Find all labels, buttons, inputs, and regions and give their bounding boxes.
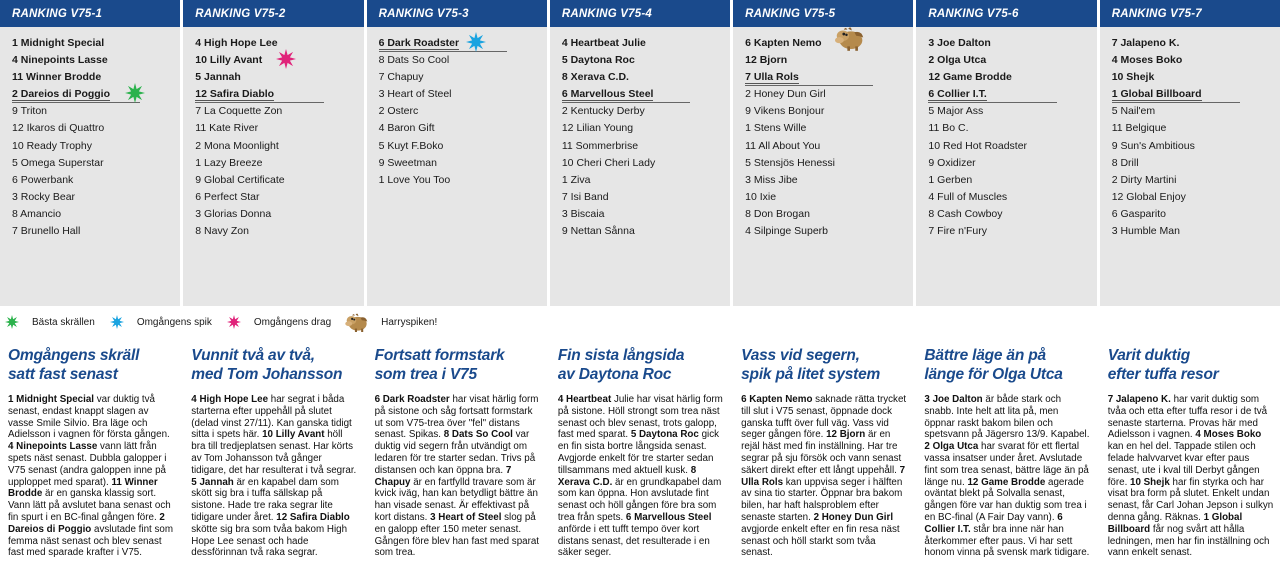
horse-name: 6 Perfect Star: [195, 190, 260, 203]
horse-entry: [1112, 138, 1280, 155]
article: [367, 346, 547, 586]
article-headline: [558, 346, 724, 388]
article: [1100, 346, 1280, 586]
horse-entry: [562, 86, 690, 103]
horse-name: 4 Baron Gift: [378, 122, 435, 135]
horse-entry: [379, 35, 507, 52]
headline-line: som trea i V75: [374, 366, 477, 383]
body-segment: är både stark och snabb. Inte helt att lita på, men öppnar raskt bakom bilen och spetsvann på Jägersro 13/9. Kapabel.: [924, 394, 1090, 441]
headline-line: Fortsatt formstark: [374, 347, 505, 364]
article: [0, 346, 180, 586]
horse-list: [183, 27, 363, 240]
horse-list: [1100, 27, 1280, 240]
article-body: [558, 394, 724, 559]
horse-name: 7 Jalapeno K.: [1111, 37, 1180, 49]
body-segment: höll bra till tredjeplatsen senast. Har körts av Tom Johansson två gånger tidigare, det har resulterat i två segrar.: [191, 429, 357, 476]
article-headline: [1108, 346, 1274, 388]
article: [183, 346, 363, 586]
ranking-column: [550, 0, 730, 306]
horse-name: 6 Marvellous Steel: [561, 88, 654, 101]
horse-name: 11 Sommerbrise: [561, 139, 639, 152]
horse-name: 3 Heart of Steel: [378, 88, 452, 101]
horse-entry: [12, 52, 180, 69]
horse-name: 9 Nettan Sånna: [561, 225, 635, 238]
legend: [0, 311, 1280, 333]
horse-entry: [1112, 120, 1280, 137]
ranking-column: [0, 0, 180, 306]
horse-list: [916, 27, 1096, 240]
horse-entry: [12, 206, 180, 223]
horse-mention: 6 Collier I.T.: [924, 511, 1063, 535]
body-segment: är en kapabel dam som skött sig bra i tuffa sällskap på sistone. Hade tre raka segrar lite tidigare under året.: [191, 476, 339, 523]
body-segment: har segrat i båda starterna efter uppehåll på slutet (delad vinst 27/11). Kan ganska tidigt sitta i spets här.: [191, 394, 352, 441]
horse-mention: 12 Game Brodde: [967, 476, 1046, 488]
body-segment: saknade rätta trycket till slut i V75 senast, öppnade dock ganska tufft över full väg. Vass vid seger gången före.: [741, 394, 907, 441]
horse-entry: [12, 86, 140, 103]
horse-mention: 4 Moses Boko: [1195, 429, 1262, 441]
body-segment: vann lätt från spets näst senast. Dubbla galopper i V75 senast (andra galoppen inne på upploppet med sparat).: [8, 441, 167, 488]
body-segment: var duktig två senast, endast knappt slagen av vasse Smile Silvio. Bra läge och Adielsson i vagnen för första gången.: [8, 394, 170, 441]
article-headline: [741, 346, 907, 388]
horse-name: 5 Jannah: [195, 71, 241, 84]
horse-name: 10 Red Hot Roadster: [928, 139, 1028, 152]
horse-entry: [12, 223, 180, 240]
horse-entry: [745, 172, 913, 189]
horse-entry: [562, 223, 730, 240]
horse-entry: [1112, 172, 1280, 189]
headline-line: satt fast senast: [8, 366, 118, 383]
headline-line: efter tuffa resor: [1107, 366, 1219, 383]
horse-entry: [928, 138, 1096, 155]
horse-name: 9 Oxidizer: [928, 156, 976, 169]
body-segment: agerade oväntat blekt på Solvalla senast, gången före var han duktig som trea i en BC-final (A Fair Day vann).: [924, 476, 1087, 523]
horse-entry: [1112, 155, 1280, 172]
headline-line: Vass vid segern,: [741, 347, 860, 364]
horse-name: 1 Stens Wille: [745, 122, 807, 135]
horse-name: 5 Stensjös Henessi: [745, 156, 836, 169]
horse-entry: [195, 138, 363, 155]
horse-name: 7 Fire n'Fury: [928, 225, 988, 238]
horse-mention: 8 Dats So Cool: [443, 429, 513, 441]
horse-entry: [562, 155, 730, 172]
horse-name: 12 Game Brodde: [928, 71, 1012, 84]
horse-mention: 6 Marvellous Steel: [625, 511, 712, 523]
horse-entry: [1112, 223, 1280, 240]
horse-entry: [195, 69, 363, 86]
horse-name: 12 Ikaros di Quattro: [12, 122, 105, 135]
horse-mention: 10 Shejk: [1130, 476, 1170, 488]
horse-entry: [12, 172, 180, 189]
headline-line: länge för Olga Utca: [924, 366, 1063, 383]
horse-name: 10 Ready Trophy: [12, 139, 92, 152]
horse-name: 4 High Hope Lee: [195, 37, 278, 49]
horse-name: 11 All About You: [745, 139, 821, 152]
ranking-column-title: RANKING V75-7: [1100, 0, 1280, 27]
headline-line: med Tom Johansson: [191, 366, 343, 383]
legend-label: Harryspiken!: [381, 316, 438, 328]
horse-entry: [379, 155, 547, 172]
horse-name: 8 Navy Zon: [195, 225, 249, 238]
horse-entry: [562, 172, 730, 189]
horse-name: 2 Mona Moonlight: [195, 139, 279, 152]
horse-name: 4 Full of Muscles: [928, 190, 1008, 203]
horse-entry: [1112, 69, 1280, 86]
horse-entry: [12, 189, 180, 206]
horse-entry: [195, 86, 323, 103]
horse-mention: 7 Chapuy: [374, 464, 512, 488]
legend-item: [226, 314, 331, 330]
article-body: [924, 394, 1090, 559]
horse-entry: [379, 120, 547, 137]
article-columns: [0, 346, 1280, 586]
horse-name: 1 Global Billboard: [1111, 88, 1202, 101]
horse-entry: [379, 138, 547, 155]
horse-entry: [195, 155, 363, 172]
horse-entry: [12, 35, 180, 52]
ranking-column-title: RANKING V75-2: [183, 0, 363, 27]
body-segment: har visat härlig form på sistone och såg fortsatt formstark ut som V75-trea över "fel" distans senast. Spikas.: [374, 394, 539, 441]
headline-line: spik på litet system: [741, 366, 881, 383]
horse-name: 2 Dareios di Poggio: [12, 88, 111, 101]
horse-mention: 3 Joe Dalton: [924, 394, 983, 405]
ranking-column: [183, 0, 363, 306]
horse-name: 9 Triton: [12, 105, 48, 118]
article-body: [8, 394, 174, 559]
body-segment: skötte sig bra som tvåa bakom High Hope Lee senast och hade dessförinnan två raka segrar.: [191, 523, 348, 559]
article-body: [375, 394, 541, 559]
horse-name: 12 Bjorn: [745, 54, 788, 67]
horse-entry: [562, 52, 730, 69]
horse-entry: [1112, 103, 1280, 120]
horse-name: 8 Amancio: [12, 207, 62, 220]
body-segment: står bra inne när han återkommer efter paus. Vi har sett honom vinna på svensk mark tidigare.: [924, 523, 1090, 559]
horse-entry: [1112, 35, 1280, 52]
horse-entry: [195, 223, 363, 240]
article-headline: [924, 346, 1090, 388]
horse-entry: [562, 103, 730, 120]
horse-name: 4 Silpinge Superb: [745, 225, 829, 238]
horse-name: 10 Cheri Cheri Lady: [561, 156, 656, 169]
horse-entry: [562, 189, 730, 206]
horse-mention: 5 Jannah: [191, 476, 234, 488]
horse-entry: [195, 206, 363, 223]
legend-label: Omgångens drag: [253, 316, 332, 328]
horse-name: 8 Xerava C.D.: [561, 71, 629, 84]
horse-name: 11 Kate River: [195, 122, 259, 135]
horse-entry: [745, 35, 913, 52]
horse-name: 8 Cash Cowboy: [928, 207, 1003, 220]
blue-star-icon: [109, 314, 131, 330]
horse-mention: 6 Dark Roadster: [374, 394, 450, 405]
horse-name: 8 Drill: [1111, 156, 1139, 169]
body-segment: kan en hel del. Tappade stilen och felade halvvarvet kvar efter paus senast, ute i kval till Derbyt gången före.: [1107, 441, 1260, 488]
horse-name: 6 Powerbank: [12, 173, 74, 186]
horse-name: 1 Love You Too: [378, 173, 451, 186]
horse-entry: [745, 52, 913, 69]
body-segment: avgjorde enkelt efter en fin resa näst senast och höll starkt som tvåa senast.: [741, 523, 900, 559]
horse-entry: [928, 86, 1056, 103]
horse-entry: [562, 69, 730, 86]
ranking-column-title: RANKING V75-6: [916, 0, 1096, 27]
horse-name: 4 Heartbeat Julie: [561, 37, 646, 49]
legend-item: [109, 314, 212, 330]
horse-name: 3 Glorias Donna: [195, 207, 272, 220]
horse-name: 7 Isi Band: [561, 190, 609, 203]
horse-entry: [928, 69, 1096, 86]
horse-entry: [928, 189, 1096, 206]
horse-name: 1 Lazy Breeze: [195, 156, 263, 169]
horse-name: 12 Global Enjoy: [1111, 190, 1186, 203]
horse-entry: [195, 172, 363, 189]
horse-entry: [928, 120, 1096, 137]
horse-entry: [1112, 52, 1280, 69]
body-segment: slog på en galopp efter 150 meter senast. Gången före blev han fast med sparat som trea.: [374, 511, 540, 559]
horse-list: [0, 27, 180, 240]
horse-mention: 11 Winner Brodde: [8, 476, 158, 500]
horse-name: 7 Chapuy: [378, 71, 424, 84]
horse-list: [367, 27, 547, 189]
horse-entry: [745, 138, 913, 155]
body-segment: kan uppvisa seger i hälften av sina tio starter. Öppnar bra bakom bilen, har haft halsproblem efter senaste starten.: [741, 476, 903, 523]
horse-name: 2 Osterc: [378, 105, 419, 118]
article: [916, 346, 1096, 586]
horse-name: 7 La Coquette Zon: [195, 105, 283, 118]
horse-name: 2 Dirty Martini: [1111, 173, 1177, 186]
horse-entry: [379, 52, 547, 69]
horse-entry: [12, 138, 180, 155]
article-headline: [8, 346, 174, 388]
article-body: [191, 394, 357, 559]
article-body: [741, 394, 907, 559]
horse-mention: 2 Honey Dun Girl: [813, 511, 894, 523]
horse-mention: 4 Ninepoints Lasse: [8, 441, 98, 453]
body-segment: har svarat för ett flertal vassa insatser under året. Avslutade fint som trea senast, bättre läge än på länge nu.: [924, 441, 1089, 488]
body-segment: var duktig vid segern från utvändigt om ledaren för tre starter sedan. Trivs på distansen och kan öppna bra.: [374, 429, 536, 476]
horse-entry: [745, 103, 913, 120]
horse-name: 11 Belgique: [1111, 122, 1167, 135]
horse-mention: 2 Dareios di Poggio: [8, 511, 165, 535]
ranking-column: [916, 0, 1096, 306]
horse-entry: [1112, 86, 1240, 103]
body-segment: gick en fin sista bortre långsida senast. Avgjorde enkelt för tre starter sedan tillsammans med aktuell kusk.: [557, 429, 720, 476]
horse-name: 1 Gerben: [928, 173, 973, 186]
horse-list: [733, 27, 913, 240]
horse-entry: [1112, 206, 1280, 223]
horse-mention: 4 High Hope Lee: [191, 394, 269, 405]
body-segment: är en grundkapabel dam som kan öppna. Hon avslutade fint senast och höll gången före bra som trea från spets.: [557, 476, 722, 523]
headline-line: Bättre läge än på: [924, 347, 1046, 364]
horse-name: 3 Miss Jibe: [745, 173, 798, 186]
horse-name: 5 Kuyt F.Boko: [378, 139, 444, 152]
horse-name: 10 Ixie: [745, 190, 777, 203]
horse-entry: [745, 206, 913, 223]
horse-entry: [745, 155, 913, 172]
legend-label: Omgångens spik: [136, 316, 212, 328]
horse-list: [550, 27, 730, 240]
horse-mention: 3 Heart of Steel: [430, 511, 502, 523]
horse-entry: [928, 155, 1096, 172]
horse-name: 11 Winner Brodde: [12, 71, 102, 84]
horse-name: 2 Honey Dun Girl: [745, 88, 826, 101]
horse-mention: 12 Bjorn: [826, 429, 866, 441]
horse-name: 3 Biscaia: [561, 207, 605, 220]
horse-entry: [928, 52, 1096, 69]
article-headline: [191, 346, 357, 388]
ranking-column-title: RANKING V75-5: [733, 0, 913, 27]
horse-name: 3 Humble Man: [1111, 225, 1180, 238]
horse-name: 1 Ziva: [561, 173, 591, 186]
horse-entry: [745, 86, 913, 103]
headline-line: Fin sista långsida: [557, 347, 685, 364]
pink-star-icon: [226, 314, 248, 330]
horse-mention: 1 Global Billboard: [1107, 511, 1243, 535]
horse-name: 3 Rocky Bear: [12, 190, 76, 203]
horse-entry: [562, 206, 730, 223]
body-segment: får nog svårt att hålla ledningen, men har fin inställning och vann enkelt senast.: [1107, 523, 1270, 559]
headline-line: Varit duktig: [1107, 347, 1190, 364]
ranking-column: [367, 0, 547, 306]
horse-entry: [12, 103, 180, 120]
horse-entry: [928, 103, 1096, 120]
body-segment: anförde i ett tufft tempo över kort distans senast, det resulterade i en säker seger.: [557, 523, 710, 559]
ranking-column: [733, 0, 913, 306]
horse-name: 11 Bo C.: [928, 122, 969, 135]
horse-name: 5 Daytona Roc: [561, 54, 635, 67]
body-segment: avslutade fint som femma näst senast och blev senast fast med sparade krafter i V75.: [8, 523, 173, 559]
horse-entry: [928, 35, 1096, 52]
horse-entry: [12, 69, 180, 86]
ranking-column-title: RANKING V75-4: [550, 0, 730, 27]
horse-name: 6 Kapten Nemo: [745, 37, 822, 49]
body-segment: har fin styrka och har visat bra form på slutet. Enkelt undan senast, får Carl Johan Jepson i sulkyn denna gång. Räknas.: [1107, 476, 1274, 523]
horse-entry: [928, 206, 1096, 223]
horse-entry: [745, 223, 913, 240]
legend-item: [4, 314, 95, 330]
horse-mention: 12 Safira Diablo: [276, 511, 350, 523]
body-segment: är en ganska klassig sort. Vann lätt på avslutet bana senast och fin spurt i en BC-final gången före.: [8, 488, 171, 523]
legend-label: Bästa skrällen: [32, 316, 95, 328]
body-segment: är en rejäl häst med fin inställning. Har tre segrar på sju försök och vann senast säkert direkt efter ett långt uppehåll.: [741, 429, 902, 476]
body-segment: är en fartfylld travare som är kvick iväg, han kan betydligt bättre än han visade senast. Är effektivast på kort distans.: [374, 476, 538, 523]
horse-mention: 2 Olga Utca: [924, 441, 979, 453]
horse-name: 4 Ninepoints Lasse: [12, 54, 108, 67]
horse-mention: 5 Daytona Roc: [630, 429, 699, 441]
horse-name: 1 Midnight Special: [12, 37, 105, 49]
horse-entry: [745, 120, 913, 137]
horse-entry: [195, 120, 363, 137]
horse-name: 12 Safira Diablo: [195, 88, 275, 101]
horse-entry: [12, 120, 180, 137]
horse-name: 6 Collier I.T.: [928, 88, 987, 101]
horse-entry: [1112, 189, 1280, 206]
horse-name: 12 Lilian Young: [561, 122, 634, 135]
article: [550, 346, 730, 586]
horse-entry: [195, 52, 363, 69]
horse-name: 9 Sweetman: [378, 156, 437, 169]
article-headline: [375, 346, 541, 388]
horse-name: 8 Dats So Cool: [378, 54, 450, 67]
horse-name: 9 Sun's Ambitious: [1111, 139, 1195, 152]
ranking-column: [1100, 0, 1280, 306]
body-segment: Julie har visat härlig form på sistone. Höll strongt som trea näst senast och blev senast, trots galopp, fast med sparat.: [557, 394, 723, 441]
headline-line: Vunnit två av två,: [191, 347, 315, 364]
horse-mention: 7 Ulla Rols: [741, 464, 906, 488]
horse-mention: 8 Xerava C.D.: [557, 464, 697, 488]
horse-name: 4 Moses Boko: [1111, 54, 1183, 67]
horse-entry: [562, 35, 730, 52]
horse-entry: [928, 172, 1096, 189]
horse-entry: [195, 189, 363, 206]
horse-mention: 1 Midnight Special: [8, 394, 95, 405]
horse-entry: [562, 138, 730, 155]
horse-mention: 4 Heartbeat: [557, 394, 612, 405]
horse-name: 7 Brunello Hall: [12, 225, 81, 238]
horse-name: 9 Global Certificate: [195, 173, 285, 186]
ranking-column-title: RANKING V75-1: [0, 0, 180, 27]
horse-entry: [195, 103, 363, 120]
green-star-icon: [4, 314, 26, 330]
horse-name: 6 Dark Roadster: [378, 37, 460, 49]
horse-name: 5 Major Ass: [928, 105, 984, 118]
harry-icon: [345, 312, 375, 332]
horse-name: 10 Shejk: [1111, 71, 1155, 84]
article-body: [1108, 394, 1274, 559]
horse-mention: 10 Lilly Avant: [262, 429, 325, 441]
horse-mention: 6 Kapten Nemo: [741, 394, 813, 405]
article: [733, 346, 913, 586]
horse-name: 5 Omega Superstar: [12, 156, 104, 169]
horse-name: 8 Don Brogan: [745, 207, 810, 220]
horse-name: 3 Joe Dalton: [928, 37, 991, 49]
legend-item: [345, 312, 437, 332]
horse-name: 2 Kentucky Derby: [561, 105, 645, 118]
horse-name: 10 Lilly Avant: [195, 54, 263, 67]
horse-entry: [928, 223, 1096, 240]
horse-entry: [379, 86, 547, 103]
horse-entry: [745, 189, 913, 206]
body-segment: har varit duktig som tvåa och etta efter tuffa resor i de två senaste starterna. Provas här med Adielsson i vagnen.: [1107, 394, 1268, 441]
horse-name: 9 Vikens Bonjour: [745, 105, 825, 118]
headline-line: Omgångens skräll: [8, 347, 140, 364]
horse-name: 2 Olga Utca: [928, 54, 987, 67]
horse-entry: [12, 155, 180, 172]
horse-name: 7 Ulla Rols: [745, 71, 799, 84]
horse-entry: [379, 69, 547, 86]
headline-line: av Daytona Roc: [557, 366, 672, 383]
horse-name: 6 Gasparito: [1111, 207, 1166, 220]
horse-mention: 7 Jalapeno K.: [1107, 394, 1171, 405]
horse-entry: [379, 103, 547, 120]
horse-name: 5 Nail'em: [1111, 105, 1156, 118]
horse-entry: [745, 69, 873, 86]
horse-entry: [562, 120, 730, 137]
ranking-column-title: RANKING V75-3: [367, 0, 547, 27]
horse-entry: [379, 172, 547, 189]
